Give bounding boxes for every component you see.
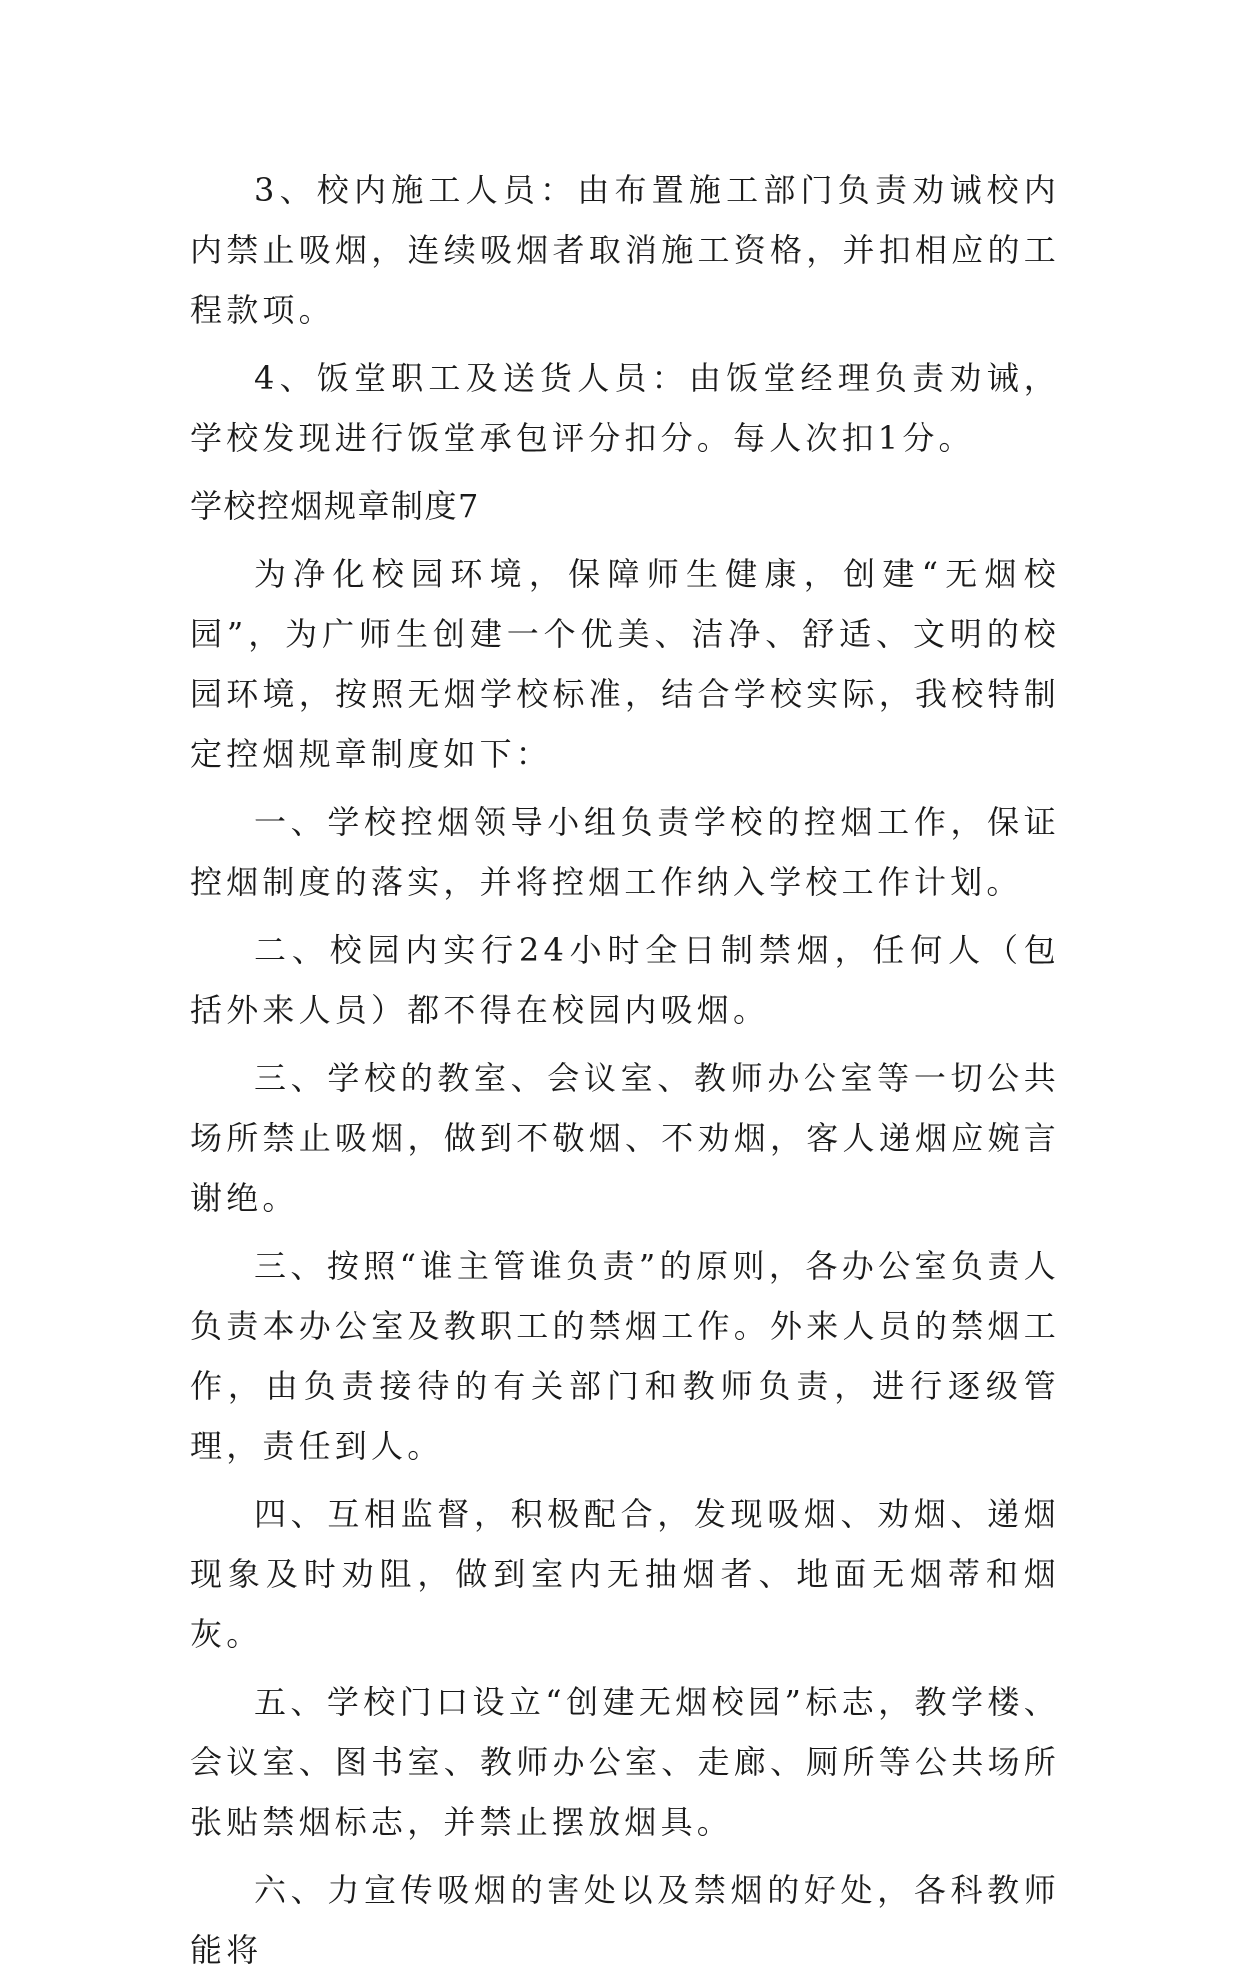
document-page	[190, 160, 1060, 1980]
paragraph-canteen-staff: 4、饭堂职工及送货人员：由饭堂经理负责劝诫，学校发现进行饭堂承包评分扣分。每人次扣1分。	[190, 359, 1060, 457]
paragraph-rule-4: 四、互相监督，积极配合，发现吸烟、劝烟、递烟现象及时劝阻，做到室内无抽烟者、地面无烟蒂和烟灰。	[190, 1495, 1060, 1653]
paragraph-rule-3b: 三、按照“谁主管谁负责”的原则，各办公室负责人负责本办公室及教职工的禁烟工作。外来人员的禁烟工作，由负责接待的有关部门和教师负责，进行逐级管理，责任到人。	[190, 1247, 1060, 1465]
paragraph-rule-3: 三、学校的教室、会议室、教师办公室等一切公共场所禁止吸烟，做到不敬烟、不劝烟，客人递烟应婉言谢绝。	[190, 1059, 1060, 1217]
paragraph-construction-staff: 3、校内施工人员：由布置施工部门负责劝诫校内内禁止吸烟，连续吸烟者取消施工资格，并扣相应的工程款项。	[190, 171, 1060, 329]
paragraph-rule-1: 一、学校控烟领导小组负责学校的控烟工作，保证控烟制度的落实，并将控烟工作纳入学校工作计划。	[190, 803, 1060, 901]
paragraph-rule-6: 六、力宣传吸烟的害处以及禁烟的好处，各科教师能将	[190, 1871, 1060, 1969]
paragraph-intro: 为净化校园环境，保障师生健康，创建“无烟校园”，为广师生创建一个优美、洁净、舒适、文明的校园环境，按照无烟学校标准，结合学校实际，我校特制定控烟规章制度如下：	[190, 555, 1060, 773]
paragraph-rule-2: 二、校园内实行24小时全日制禁烟，任何人（包括外来人员）都不得在校园内吸烟。	[190, 931, 1060, 1029]
paragraph-rule-5: 五、学校门口设立“创建无烟校园”标志，教学楼、会议室、图书室、教师办公室、走廊、厕所等公共场所张贴禁烟标志，并禁止摆放烟具。	[190, 1683, 1060, 1841]
section-heading: 学校控烟规章制度7	[190, 487, 480, 525]
